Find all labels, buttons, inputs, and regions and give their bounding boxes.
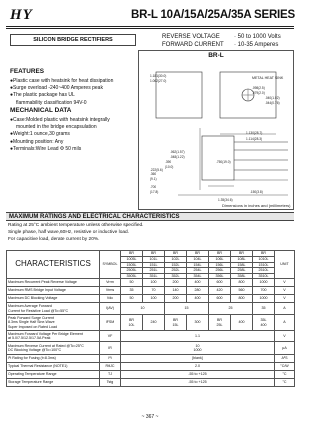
model-cell: 108L xyxy=(231,257,253,263)
value-cell: 400 xyxy=(231,315,253,331)
surge-label: Peak Forward Surge Current xyxy=(8,316,54,321)
model-prefix: BR xyxy=(165,251,187,257)
model-cell: 352L xyxy=(165,273,187,279)
value-cell: 1.1 xyxy=(121,331,275,342)
row-label xyxy=(7,315,100,331)
feature-item: flammability classification 94V-0 xyxy=(16,99,87,106)
model-prefix: BR xyxy=(121,251,143,257)
ratings-table xyxy=(6,250,295,387)
mech-item: ●Mounting position: Any xyxy=(10,138,64,145)
ratings-note: Rating at 25°C ambient temperature unless otherwise specified. xyxy=(8,223,144,228)
surge-label-3: Super Imposed on Rated Load xyxy=(8,324,57,329)
row-label: Storage Temperature Range xyxy=(7,379,100,387)
dim-label: .079(2.0) xyxy=(252,91,265,95)
feature-item: ●Surge overload -240~400 Amperes peak xyxy=(10,85,103,92)
value-cell: 600 xyxy=(209,279,231,287)
value-cell: 400 xyxy=(187,295,209,303)
unit-cell: °C xyxy=(275,379,295,387)
model-cell: 1010L xyxy=(253,257,275,263)
row-symbol: Vrms xyxy=(100,287,121,295)
value-cell: 50 xyxy=(121,279,143,287)
dim-label: (17.8) xyxy=(150,190,159,194)
surge-series xyxy=(209,315,231,331)
mech-item: ●Case:Molded plastic with heatsink integrally xyxy=(10,117,110,123)
value-cell: 2.0 xyxy=(121,363,275,371)
unit-cell: V xyxy=(275,279,295,287)
dim-label: .222(5.6) xyxy=(150,168,163,172)
ir-value-1: 10 xyxy=(195,343,200,348)
row-symbol: I²t xyxy=(100,355,121,363)
model-cell: 358L xyxy=(231,273,253,279)
model-cell: 251L xyxy=(143,268,165,274)
value-cell: -55 to +125 xyxy=(121,371,275,379)
reverse-voltage-value: · 50 to 1000 Volts xyxy=(234,34,281,40)
model-cell: 158L xyxy=(231,262,253,268)
dim-label: .098(2.5) xyxy=(252,86,265,90)
value-cell: 200 xyxy=(165,279,187,287)
reverse-voltage-label: REVERSE VOLTAGE xyxy=(162,34,220,40)
unit-cell: V xyxy=(275,287,295,295)
value-cell: 240 xyxy=(143,315,165,331)
surge-series-code: 25L xyxy=(216,322,223,327)
model-cell: 1005L xyxy=(121,257,143,263)
ir-label-text-2: DC Blocking Voltage xyxy=(8,348,41,352)
unit-cell: A xyxy=(275,315,295,331)
ir-label-text: Maximum Reverse Current at Rated xyxy=(8,343,66,348)
model-cell: 104L xyxy=(187,257,209,263)
model-cell: 154L xyxy=(187,262,209,268)
model-cell: 351L xyxy=(143,273,165,279)
unit-cell: °C xyxy=(275,371,295,379)
model-prefix: BR xyxy=(253,251,275,257)
model-cell: 151L xyxy=(143,262,165,268)
value-cell: 35 xyxy=(121,287,143,295)
value-cell: 700 xyxy=(253,287,275,295)
symbol-header: SYMBOL xyxy=(100,251,121,279)
mech-item: ●Terminals:Wire Lead Φ 50 mils xyxy=(10,145,82,152)
header-rule-bottom xyxy=(6,28,294,29)
value-cell: 800 xyxy=(231,295,253,303)
model-cell: 3510L xyxy=(253,273,275,279)
row-symbol: IFSM xyxy=(100,315,121,331)
value-cell: 100 xyxy=(143,279,165,287)
value-cell xyxy=(253,315,275,331)
row-symbol: TJ xyxy=(100,371,121,379)
dim-label: .700 xyxy=(150,185,157,189)
surge-label-2: 8.3ms Single Half Sine-Wave xyxy=(8,320,55,325)
vf-label-2: at 5.0/7.5/12.5/17.5A Peak xyxy=(8,336,51,340)
ratings-note: For capacitive load, derate current by 20%. xyxy=(8,237,100,242)
dim-label: 1.35(34.6) xyxy=(218,198,233,202)
value-cell: 1000 xyxy=(253,279,275,287)
dim-label: .048(1.22) xyxy=(170,155,185,159)
dim-label: (9.1) xyxy=(150,177,157,181)
avg-current-label-2: Current for Resistive Load @Tc=55°C xyxy=(8,308,69,313)
value-cell: 560 xyxy=(231,287,253,295)
surge-series-code: 35L xyxy=(260,318,267,323)
dim-label: .390 xyxy=(165,160,172,164)
ir-condition-2: @Tc=100°C xyxy=(41,348,62,352)
row-symbol: Tstg xyxy=(100,379,121,387)
feature-item: ●Plastic case with heatsink for heat dissipation xyxy=(10,78,114,84)
surge-value: 400 xyxy=(260,322,267,327)
row-label: Maximum RMS Bridge Input Voltage xyxy=(7,287,100,295)
dim-label: .062(1.57) xyxy=(170,150,185,154)
value-cell: 25 xyxy=(209,303,253,315)
value-cell: 400 xyxy=(187,279,209,287)
row-label xyxy=(7,303,100,315)
features-heading: FEATURES xyxy=(10,68,44,75)
unit-cell: °C/W xyxy=(275,363,295,371)
surge-series-prefix: BR xyxy=(173,318,178,323)
vf-label: Maximum Forward Voltage Per Bridge Element xyxy=(8,331,83,336)
mechanical-heading: MECHANICAL DATA xyxy=(10,107,72,114)
row-symbol: Vrrm xyxy=(100,279,121,287)
dim-label: .150(3.8) xyxy=(250,190,263,194)
value-cell: 1000 xyxy=(253,295,275,303)
package-label: BR-L xyxy=(208,52,224,59)
mechanical-list xyxy=(10,117,110,153)
row-symbol: IR xyxy=(100,342,121,355)
model-cell: 152L xyxy=(165,262,187,268)
row-symbol: RθJC xyxy=(100,363,121,371)
value-cell: 140 xyxy=(165,287,187,295)
row-label: Maximum DC Blocking Voltage xyxy=(7,295,100,303)
ratings-heading: MAXIMUM RATINGS AND ELECTRICAL CHARACTERISTICS xyxy=(6,212,294,221)
ir-label-2 xyxy=(8,348,99,352)
surge-series xyxy=(165,315,187,331)
value-cell: 10 xyxy=(121,303,165,315)
row-label: Maximum Recurrent Peak Reverse Voltage xyxy=(7,279,100,287)
dim-label: (10.0) xyxy=(165,165,174,169)
model-cell: 252L xyxy=(165,268,187,274)
row-symbol: I(AV) xyxy=(100,303,121,315)
avg-current-label: Maximum Average Forward xyxy=(8,304,52,309)
model-prefix: BR xyxy=(143,251,165,257)
unit-cell: V xyxy=(275,331,295,342)
surge-series-code: 10L xyxy=(128,322,135,327)
dim-label: 1.114(28.3) xyxy=(246,137,263,141)
series-title: BR-L 10A/15A/25A/35A SERIES xyxy=(131,9,295,21)
model-prefix: BR xyxy=(231,251,253,257)
model-cell: 3505L xyxy=(121,273,143,279)
unit-cell: V xyxy=(275,295,295,303)
dim-label: .750(19.0) xyxy=(216,160,231,164)
dim-label: 1.181(30.0) xyxy=(150,74,167,78)
value-cell: 100 xyxy=(143,295,165,303)
row-label: I²t Rating for Fusing (t<8.3ms) xyxy=(7,355,100,363)
characteristics-header: CHARACTERISTICS xyxy=(7,251,100,279)
surge-series-code: 15L xyxy=(172,322,179,327)
dim-label: 1.130(28.7) xyxy=(246,131,263,135)
feature-item: ●The plastic package has UL xyxy=(10,92,75,99)
company-logo: HY xyxy=(10,7,33,23)
surge-series-prefix: BR xyxy=(129,318,134,323)
dimensions-caption: Dimensions in inches and (millimeters) xyxy=(222,203,291,208)
unit-header: UNIT xyxy=(275,251,295,279)
surge-series-prefix: BR xyxy=(217,318,222,323)
row-symbol: Vdc xyxy=(100,295,121,303)
row-label xyxy=(7,342,100,355)
dim-label: .040(1.02) xyxy=(265,96,280,100)
features-list xyxy=(10,78,113,107)
ratings-note: Single phase, half wave,60Hz, resistive or inductive load. xyxy=(8,230,130,235)
mech-item: mounted in the bridge encapsulation xyxy=(16,124,97,131)
model-prefix: BR xyxy=(209,251,231,257)
dim-label: 1.062(27.0) xyxy=(150,79,167,83)
model-cell: 1505L xyxy=(121,262,143,268)
product-subtitle: SILICON BRIDGE RECTIFIERS xyxy=(10,34,136,46)
value-cell: 420 xyxy=(209,287,231,295)
value-cell: 300 xyxy=(187,315,209,331)
value-cell xyxy=(121,342,275,355)
mech-item: ●Weight:1 ounce,30 grams xyxy=(10,131,70,138)
value-cell: 70 xyxy=(143,287,165,295)
surge-series xyxy=(121,315,143,331)
forward-current-value: · 10-35 Amperes xyxy=(234,42,279,48)
model-cell: 101L xyxy=(143,257,165,263)
model-cell: 258L xyxy=(231,268,253,274)
unit-cell: μA xyxy=(275,342,295,355)
ir-value-2: 1000 xyxy=(193,348,202,352)
value-cell: 200 xyxy=(165,295,187,303)
value-cell: 15 xyxy=(165,303,209,315)
row-symbol: VF xyxy=(100,331,121,342)
ir-condition: @Tc=25°C xyxy=(66,343,84,348)
row-label: Operating Temperature Range xyxy=(7,371,100,379)
value-cell: 280 xyxy=(187,287,209,295)
model-cell: 254L xyxy=(187,268,209,274)
value-cell: 600 xyxy=(209,295,231,303)
model-cell: 354L xyxy=(187,273,209,279)
forward-current-label: FORWARD CURRENT xyxy=(162,42,224,48)
model-cell: 356L xyxy=(209,273,231,279)
model-cell: 2510L xyxy=(253,268,275,274)
model-cell: 102L xyxy=(165,257,187,263)
value-cell: 800 xyxy=(231,279,253,287)
dim-label: .044(0.76) xyxy=(265,101,280,105)
page-number: ~ 367 ~ xyxy=(141,414,159,420)
header-rule-top xyxy=(6,26,294,27)
unit-cell: A²S xyxy=(275,355,295,363)
row-label: Typical Thermal Resistance (NOTE1) xyxy=(7,363,100,371)
value-cell: 35 xyxy=(253,303,275,315)
model-prefix: BR xyxy=(187,251,209,257)
dim-label: .360 xyxy=(150,172,157,176)
value-cell: 50 xyxy=(121,295,143,303)
value-cell: [blank] xyxy=(121,355,275,363)
model-cell: 156L xyxy=(209,262,231,268)
value-cell: -55 to +125 xyxy=(121,379,275,387)
model-cell: 1510L xyxy=(253,262,275,268)
model-cell: 106L xyxy=(209,257,231,263)
model-cell: 2505L xyxy=(121,268,143,274)
row-label xyxy=(7,331,100,342)
unit-cell: A xyxy=(275,303,295,315)
heatsink-label: METAL HEAT SINK xyxy=(252,76,284,80)
model-cell: 256L xyxy=(209,268,231,274)
